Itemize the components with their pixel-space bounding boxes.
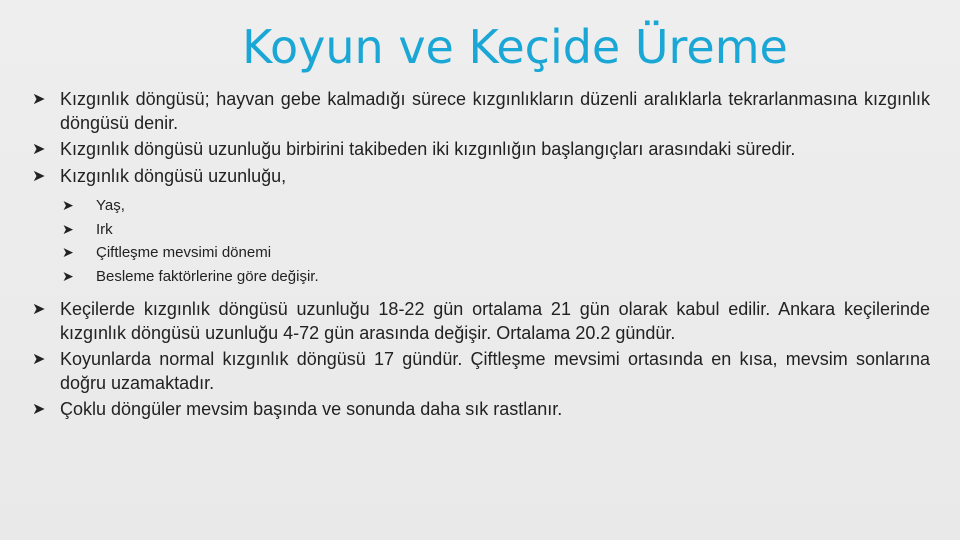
bullet-text: Keçilerde kızgınlık döngüsü uzunluğu 18-22 gün ortalama 21 gün olarak kabul edilir. Ankara keçilerinde kızgınlık döngüsü uzunluğu 4-72 gün arasında değişir. Ortalama 20.2 gündür.: [60, 299, 930, 343]
arrowhead-bullet-icon: ➤: [32, 351, 46, 368]
bullet-text: Kızgınlık döngüsü; hayvan gebe kalmadığı sürece kızgınlıkların düzenli aralıklarla tekrarlanmasına kızgınlık döngüsü denir.: [60, 89, 930, 133]
bullet-item: [32, 348, 930, 395]
sub-bullet-text: Yaş,: [96, 197, 125, 214]
sub-bullet-item: [62, 218, 930, 242]
sub-bullet-text: Besleme faktörlerine göre değişir.: [96, 267, 319, 285]
bullet-text: Koyunlarda normal kızgınlık döngüsü 17 gündür. Çiftleşme mevsimi ortasında en kısa, mevsim sonlarına doğru uzamaktadır.: [60, 349, 930, 393]
arrowhead-bullet-icon: ➤: [62, 197, 74, 213]
sub-bullet-item: [62, 194, 930, 218]
sub-bullet-text: Çiftleşme mevsimi dönemi: [96, 244, 272, 261]
arrowhead-bullet-icon: ➤: [32, 91, 46, 108]
bullet-item: [32, 165, 930, 189]
arrowhead-bullet-icon: ➤: [62, 244, 74, 260]
sub-bullet-item: [62, 265, 930, 289]
bullet-item: [32, 88, 930, 135]
sub-bullet-item: [62, 241, 930, 265]
arrowhead-bullet-icon: ➤: [32, 141, 46, 158]
bullet-item: [32, 298, 930, 345]
sub-bullet-list: [62, 194, 930, 288]
bullet-item: [32, 398, 930, 422]
bullet-text: Kızgınlık döngüsü uzunluğu birbirini takibeden iki kızgınlığın başlangıçları arasındaki süredir.: [60, 139, 796, 159]
arrowhead-bullet-icon: ➤: [32, 167, 46, 185]
sub-bullet-text: Irk: [96, 220, 113, 238]
arrowhead-bullet-icon: ➤: [32, 401, 46, 418]
bullet-text: Kızgınlık döngüsü uzunluğu,: [60, 165, 287, 186]
arrowhead-bullet-icon: ➤: [62, 267, 74, 284]
slide-title: Koyun ve Keçide Üreme: [242, 20, 788, 74]
bullet-text: Çoklu döngüler mevsim başında ve sonunda daha sık rastlanır.: [60, 399, 563, 419]
slide-content: [32, 88, 930, 425]
bullet-item: [32, 138, 930, 162]
arrowhead-bullet-icon: ➤: [62, 220, 74, 237]
arrowhead-bullet-icon: ➤: [32, 301, 46, 318]
